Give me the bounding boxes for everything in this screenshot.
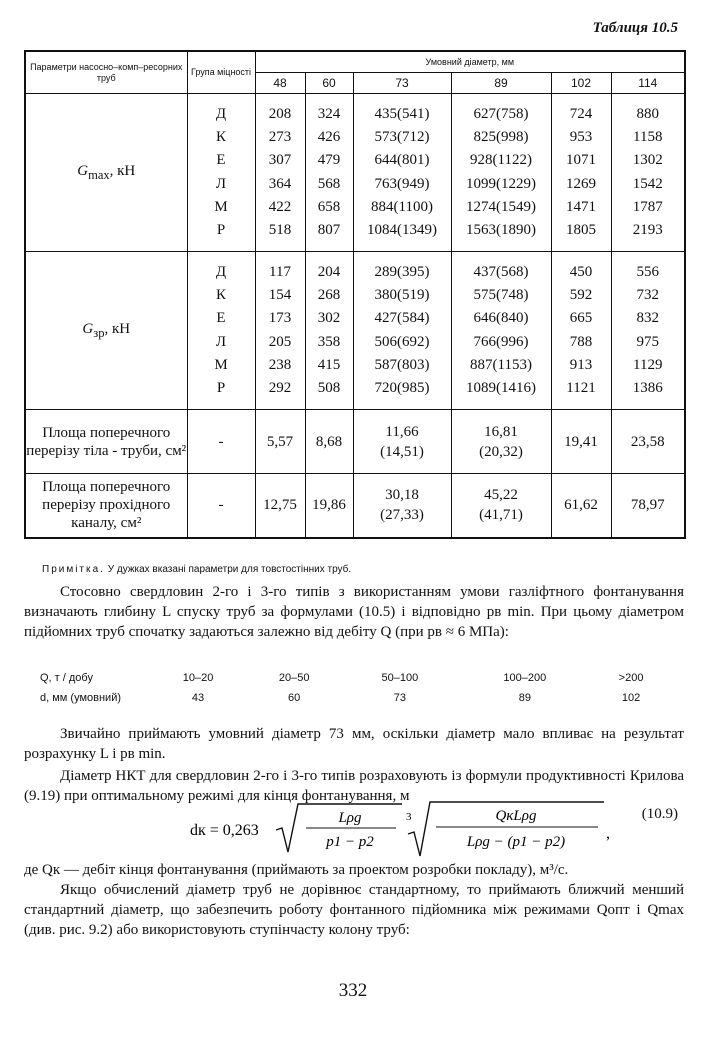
header-dia-114: 114 (611, 73, 685, 94)
area-channel-60: 19,86 (305, 474, 353, 538)
area-body-89: 16,81 (20,32) (451, 410, 551, 474)
paragraph-5: Якщо обчислений діаметр труб не дорівнює стандартному, то приймають ближчий менший стандартний діаметр, що забезпечить роботу фонтанного підйомника між режимами Qопт і Qmax (див. рис. 9.2) або використовують ступінчасту колону труб: (24, 882, 684, 938)
note-prefix: Примітка. (42, 564, 105, 575)
diameter-cell: 43 (191, 692, 205, 704)
header-param: Параметри насосно–комп–ресорних труб (25, 51, 187, 94)
area-body-48: 5,57 (255, 410, 305, 474)
gzr-col-89: 437(568) 575(748) 646(840) 766(996) 887(1153) 1089(1416) (451, 252, 551, 410)
debit-cell: 50–100 (381, 672, 419, 684)
diameter-cell: 60 (288, 692, 301, 704)
header-dia-89: 89 (451, 73, 551, 94)
area-channel-label: Площа поперечного перерізу прохідного каналу, см² (25, 474, 187, 538)
area-channel-group: - (187, 474, 255, 538)
gmax-col-73: 435(541) 573(712) 644(801) 763(949) 884(1100) 1084(1349) (353, 94, 451, 252)
area-body-60: 8,68 (305, 410, 353, 474)
header-dia-73: 73 (353, 73, 451, 94)
diameter-cell: 89 (518, 692, 531, 704)
gzr-label: $G_{зр}$, кН (25, 252, 187, 410)
gzr-col-60: 204 268 302 358 415 508 (305, 252, 353, 410)
gzr-groups: Д К Е Л М Р (187, 252, 255, 410)
gzr-col-73: 289(395) 380(519) 427(584) 506(692) 587(803) 720(985) (353, 252, 451, 410)
gzr-col-114: 556 732 832 975 1129 1386 (611, 252, 685, 410)
formula-end: , (606, 825, 610, 842)
formula-lhs: dк = 0,263 (190, 822, 259, 839)
gmax-col-60: 324 426 479 568 658 807 (305, 94, 353, 252)
paragraph-1: Стосовно свердловин 2-го і 3-го типів з використанням умови газліфтного фонтанування визначають глибину L спуску труб за формулами (10.5) і відповідно pв min. При цьому діаметром підйомних труб спочатку задаються залежно від дебіту Q (при pв ≈ 6 МПа): (24, 584, 684, 640)
area-channel-114: 78,97 (611, 474, 685, 538)
gmax-groups: Д К Е Л М Р (187, 94, 255, 252)
header-dia-60: 60 (305, 73, 353, 94)
area-channel-89: 45,22 (41,71) (451, 474, 551, 538)
formula-10-9 (190, 800, 670, 860)
formula-num2: QкLρg (495, 808, 537, 824)
diameter-cell: 102 (621, 692, 641, 704)
page-number: 332 (338, 980, 368, 1001)
gzr-col-102: 450 592 665 788 913 1121 (551, 252, 611, 410)
root-index: 3 (406, 811, 412, 823)
header-dia-48: 48 (255, 73, 305, 94)
debit-cell: >200 (618, 672, 644, 684)
debit-diameter-table (40, 668, 670, 708)
gmax-label: $G_{max}$, кН (25, 94, 187, 252)
header-group: Група міцності (187, 51, 255, 94)
area-body-114: 23,58 (611, 410, 685, 474)
area-channel-48: 12,75 (255, 474, 305, 538)
gmax-col-114: 880 1158 1302 1542 1787 2193 (611, 94, 685, 252)
debit-cell: 100–200 (503, 672, 547, 684)
formula-den1: p1 − p2 (326, 834, 374, 850)
header-diameter: Умовний діаметр, мм (255, 51, 685, 73)
gmax-col-102: 724 953 1071 1269 1471 1805 (551, 94, 611, 252)
diameter-label: d, мм (умовний) (40, 692, 122, 704)
diameter-cell: 73 (393, 692, 407, 704)
gzr-col-48: 117 154 173 205 238 292 (255, 252, 305, 410)
pipe-parameters-table (24, 50, 686, 539)
table-caption: Таблиця 10.5 (592, 20, 678, 36)
equation-number: (10.9) (641, 806, 678, 822)
gmax-col-48: 208 273 307 364 422 518 (255, 94, 305, 252)
area-body-label: Площа поперечного перерізу тіла - труби, см² (25, 410, 187, 474)
debit-label: Q, т / добу (40, 672, 93, 684)
paragraph-4: де Qк — дебіт кінця фонтанування (приймають за проектом розробки покладу), м³/с. (24, 862, 569, 878)
area-body-group: - (187, 410, 255, 474)
paragraph-2: Звичайно приймають умовний діаметр 73 мм, оскільки діаметр мало впливає на результат розрахунку L і pв min. (24, 726, 684, 762)
paragraph-3: Діаметр НКТ для свердловин 2-го і 3-го типів розраховують із формули продуктивності Крилова (9.19) при оптимальному режимі для кінця фонтанування, м (24, 768, 684, 804)
area-body-73: 11,66 (14,51) (353, 410, 451, 474)
note-text: У дужках вказані параметри для товстостінних труб. (107, 564, 352, 575)
gmax-col-89: 627(758) 825(998) 928(1122) 1099(1229) 1274(1549) 1563(1890) (451, 94, 551, 252)
area-channel-73: 30,18 (27,33) (353, 474, 451, 538)
formula-num1: Lρg (338, 810, 362, 826)
formula-den2: Lρg − (p1 − p2) (466, 834, 566, 850)
area-channel-102: 61,62 (551, 474, 611, 538)
header-dia-102: 102 (551, 73, 611, 94)
debit-cell: 20–50 (278, 672, 310, 684)
area-body-102: 19,41 (551, 410, 611, 474)
debit-cell: 10–20 (182, 672, 214, 684)
table-note (42, 564, 351, 575)
